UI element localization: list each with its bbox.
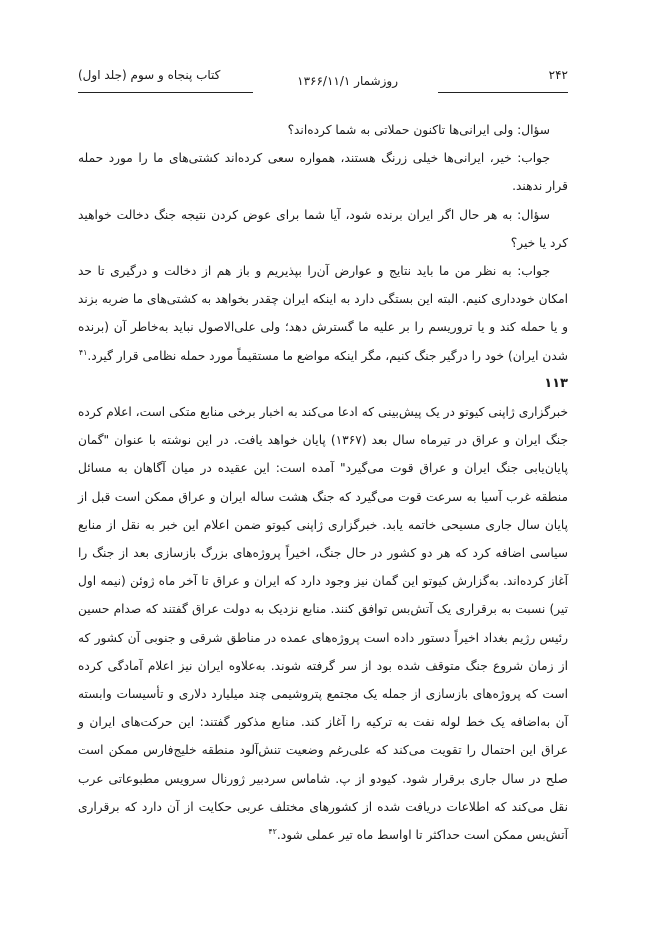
- question-2: سؤال: به هر حال اگر ایران برنده شود، آیا شما برای عوض کردن نتیجه جنگ دخالت خواهید کرد یا خیر؟: [78, 207, 568, 250]
- book-title: کتاب پنجاه و سوم (جلد اول): [78, 68, 221, 82]
- page-body: [78, 116, 568, 849]
- answer-2-text: جواب: به نظر من ما باید نتایج و عوارض آن‌را بپذیریم و باز هم از دخالت و درگیری تا حد امکان خودداری کنیم. البته این بستگی دارد به اینکه ایران چقدر بخواهد به کشتی‌های ما ضربه بزند و یا حمله کند و یا تروریسم را بر علیه ما گسترش دهد؛ ولی علی‌الاصول نباید به‌خاطر آن (برنده شدن ایران) خود را درگیر جنگ کنیم، مگر اینکه مواضع ما مستقیماً مورد حمله نظامی قرار گیرد.: [78, 264, 568, 363]
- section-number: ۱۱۳: [544, 375, 568, 391]
- answer-2: [78, 257, 568, 370]
- page-number: ۲۴۲: [548, 68, 568, 82]
- chronicle-date-title: روزشمار ۱۳۶۶/۱۱/۱: [297, 74, 398, 88]
- footnote-ref-42: ۴۲: [268, 827, 277, 837]
- section-paragraph: [78, 398, 568, 849]
- answer-1: جواب: خیر، ایرانی‌ها خیلی زرنگ هستند، همواره سعی کرده‌اند کشتی‌های ما را مورد حمله قرار ندهند.: [78, 151, 568, 194]
- question-1: سؤال: ولی ایرانی‌ها تاکنون حملاتی به شما کرده‌اند؟: [287, 123, 550, 137]
- header-rule-left: [78, 92, 253, 93]
- page-header: [78, 68, 568, 90]
- section-text: خبرگزاری ژاپنی کیوتو در یک پیش‌بینی که ادعا می‌کند به اخبار برخی منابع متکی است، اعلام کرده جنگ ایران و عراق در تیرماه سال بعد (۱۳۶۷) پایان خواهد یافت. در این نوشته با عنوان "گمان پایان‌یابی جنگ ایران و عراق قوت می‌گیرد" آمده است: این عقیده در میان آگاهان به مسائل منطقه غرب آسیا به سرعت قوت می‌گیرد که جنگ هشت ساله ایران و عراق ممکن است قبل از پایان سال جاری مسیحی خاتمه یابد. خبرگزاری ژاپنی کیوتو ضمن اعلام این خبر به نقل از منابع سیاسی اضافه کرد که هر دو کشور در حال جنگ، اخیراً پروژه‌های بزرگ بازسازی بعد از جنگ را آغاز کرده‌اند. به‌گزارش کیوتو این گمان نیز وجود دارد که ایران و عراق تا آخر ماه ژوئن (نیمه اول تیر) نسبت به برقراری یک آتش‌بس توافق کنند. منابع نزدیک به دولت عراق گفتند که صدام حسین رئیس رژیم بغداد اخیراً دستور داده است پروژه‌های عمده در مناطق شرقی و جنوبی آن کشور که از زمان شروع جنگ متوقف شده بود از سر گرفته شوند. به‌علاوه ایران نیز اعلام آمادگی کرده است که پروژه‌های بازسازی از جمله یک مجتمع پتروشیمی چند میلیارد دلاری و تأسیسات وابسته آن به‌اضافه یک خط لوله نفت به ترکیه را آغاز کند. منابع مذکور گفتند: این حرکت‌های ایران و عراق این احتمال را تقویت می‌کند که علی‌رغم وضعیت تنش‌آلود منطقه خلیج‌فارس ممکن است صلح در سال جاری برقرار شود. کیودو از پ. شاماس سردبیر ژورنال سرویس مطبوعاتی عرب نقل می‌کند که اطلاعات دریافت شده از کشورهای مختلف عربی حکایت از آن دارد که برقراری آتش‌بس ممکن است حداکثر تا اواسط ماه تیر عملی شود.: [78, 405, 568, 843]
- header-rule-right: [438, 92, 568, 93]
- footnote-ref-41: ۴۱: [78, 347, 88, 357]
